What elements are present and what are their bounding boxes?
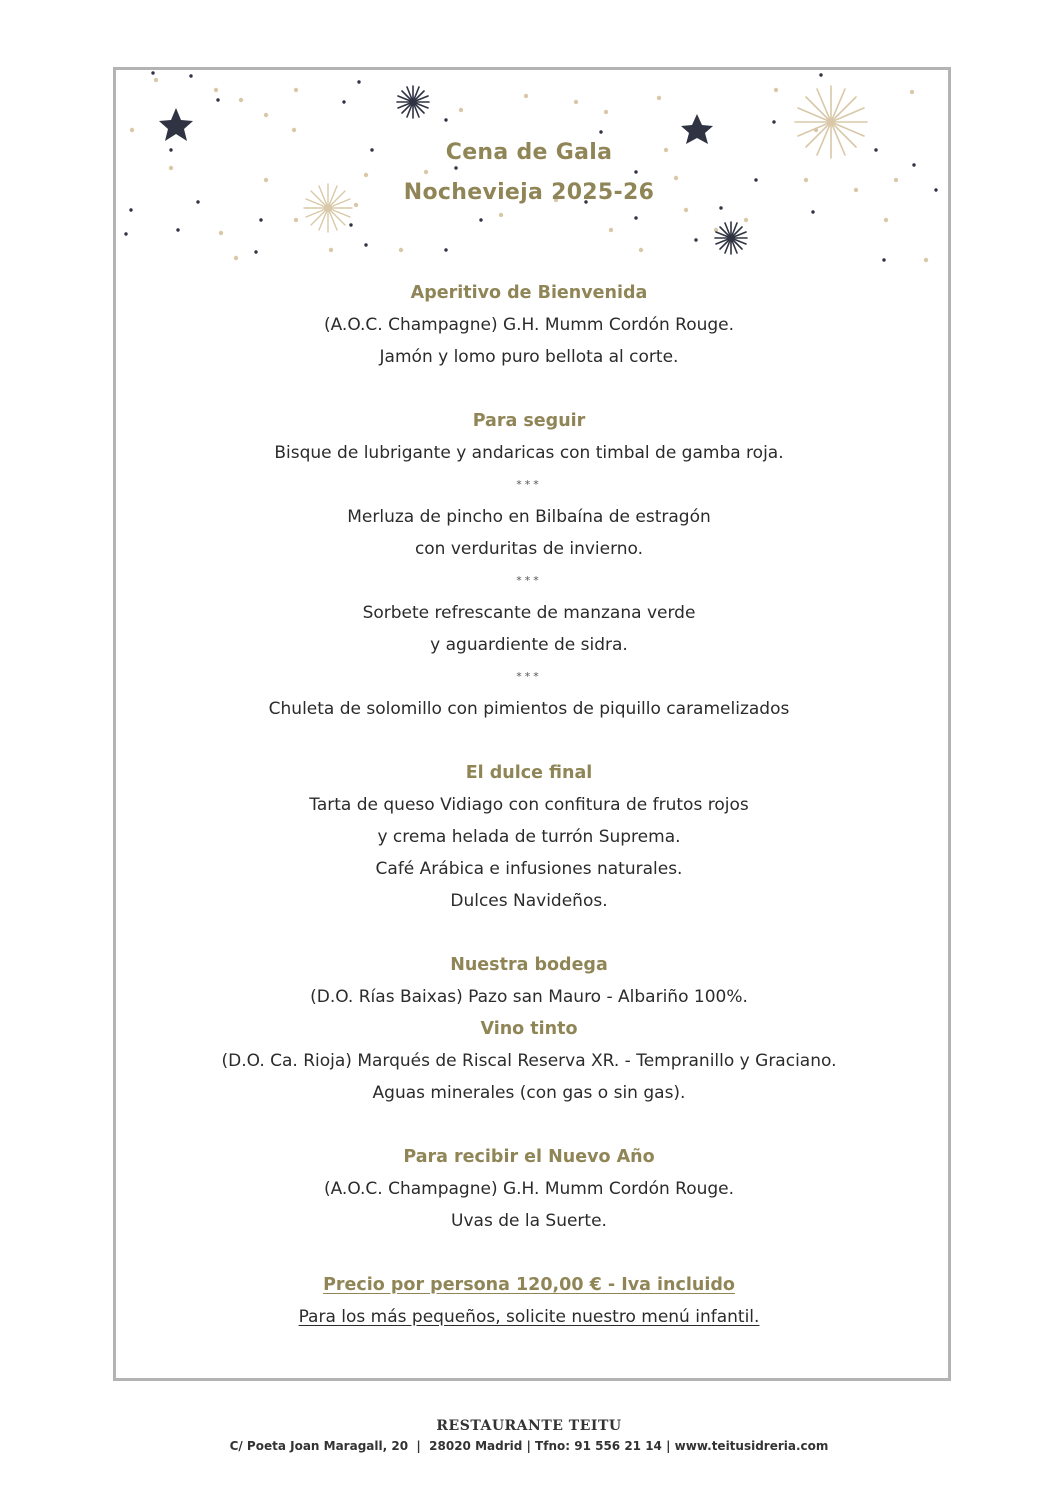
new-year-decoration bbox=[116, 70, 948, 270]
page-title: Cena de Gala bbox=[445, 140, 613, 165]
menu-item: (A.O.C. Champagne) G.H. Mumm Cordón Rouge. bbox=[323, 315, 735, 335]
menu-item: Sorbete refrescante de manzana verde bbox=[362, 603, 696, 623]
dulce-heading: El dulce final bbox=[465, 763, 593, 783]
nuevo-ano-heading: Para recibir el Nuevo Año bbox=[403, 1147, 655, 1167]
menu-item: Dulces Navideños. bbox=[450, 891, 608, 911]
menu-item: Aguas minerales (con gas o sin gas). bbox=[372, 1083, 686, 1103]
menu-item: Café Arábica e infusiones naturales. bbox=[375, 859, 683, 879]
menu-item: (D.O. Rías Baixas) Pazo san Mauro - Albariño 100%. bbox=[310, 987, 748, 1007]
menu-item: Merluza de pincho en Bilbaína de estragón bbox=[347, 507, 711, 527]
price-line: Precio por persona 120,00 € - Iva incluido bbox=[323, 1275, 735, 1295]
kids-menu-note: Para los más pequeños, solicite nuestro menú infantil. bbox=[298, 1307, 760, 1327]
separator: *** bbox=[516, 574, 542, 587]
menu-item: Uvas de la Suerte. bbox=[451, 1211, 607, 1231]
star-icon bbox=[159, 108, 713, 144]
menu-content bbox=[0, 277, 1058, 1333]
aperitivo-heading: Aperitivo de Bienvenida bbox=[410, 283, 648, 303]
menu-item: (A.O.C. Champagne) G.H. Mumm Cordón Rouge. bbox=[323, 1179, 735, 1199]
restaurant-address: C/ Poeta Joan Maragall, 20 | 28020 Madrid | Tfno: 91 556 21 14 | www.teitusidreria.com bbox=[229, 1439, 829, 1453]
menu-item: Chuleta de solomillo con pimientos de piquillo caramelizados bbox=[268, 699, 790, 719]
menu-item: Bisque de lubrigante y andaricas con timbal de gamba roja. bbox=[274, 443, 784, 463]
menu-item: y crema helada de turrón Suprema. bbox=[377, 827, 681, 847]
separator: *** bbox=[516, 478, 542, 491]
bodega-heading: Nuestra bodega bbox=[450, 955, 608, 975]
menu-item: Jamón y lomo puro bellota al corte. bbox=[379, 347, 679, 367]
page-subtitle: Nochevieja 2025-26 bbox=[403, 180, 655, 205]
menu-item: Tarta de queso Vidiago con confitura de frutos rojos bbox=[309, 795, 749, 815]
menu-item: con verduritas de invierno. bbox=[414, 539, 644, 559]
seguir-heading: Para seguir bbox=[472, 411, 586, 431]
restaurant-name: RESTAURANTE TEITU bbox=[436, 1418, 622, 1434]
confetti-dot-icon bbox=[124, 71, 937, 262]
vino-tinto-heading: Vino tinto bbox=[480, 1019, 578, 1039]
separator: *** bbox=[516, 670, 542, 683]
firework-burst-icon bbox=[304, 86, 867, 254]
menu-item: y aguardiente de sidra. bbox=[430, 635, 628, 655]
menu-item: (D.O. Ca. Rioja) Marqués de Riscal Reserva XR. - Tempranillo y Graciano. bbox=[221, 1051, 837, 1071]
